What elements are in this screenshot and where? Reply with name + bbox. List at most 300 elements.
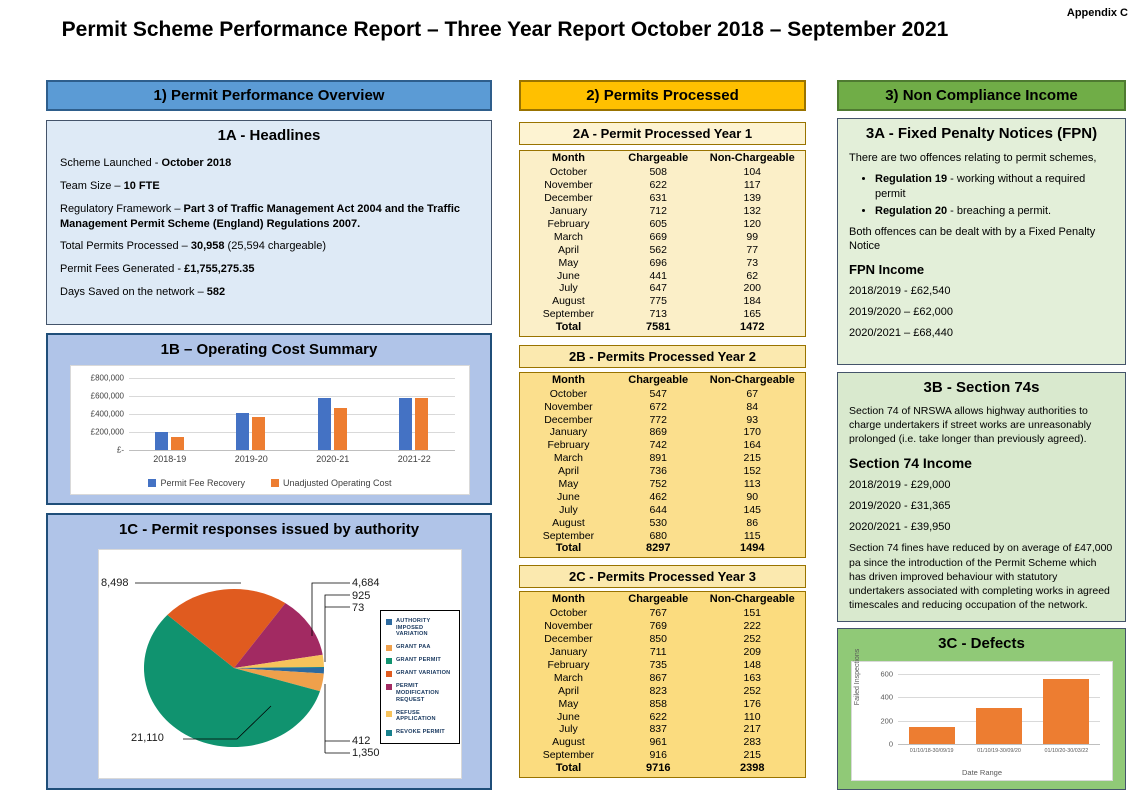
- table-row: [520, 621, 805, 632]
- pie-legend-item: [386, 644, 454, 651]
- table-cell: 84: [746, 400, 759, 413]
- fpn-bullet-reg19: • Regulation 19 - working without a required permit: [875, 172, 1114, 201]
- table-row: [520, 608, 805, 619]
- legend-item: [271, 478, 392, 488]
- table-row: [520, 296, 805, 307]
- pie-legend-label: REFUSE APPLICATION: [396, 709, 436, 723]
- table-cell: 850: [649, 632, 667, 645]
- table-cell: 67: [746, 387, 759, 400]
- pie-legend-swatch: [386, 658, 392, 664]
- table-cell: 916: [649, 749, 667, 762]
- section3-header-label: 3) Non Compliance Income: [885, 87, 1078, 104]
- table-row: [520, 309, 805, 320]
- table-row: [520, 750, 805, 761]
- headline-value: October 2018: [161, 157, 232, 169]
- table-cell: 605: [649, 217, 667, 230]
- table-cell: 752: [649, 478, 667, 491]
- headline-value: £1,755,275.35: [184, 263, 255, 276]
- pie-label-grant-permit: 21,110: [131, 732, 164, 744]
- table-cell: April: [557, 243, 579, 256]
- table-cell: 113: [743, 478, 761, 491]
- year3-band: [519, 565, 806, 588]
- table-cell: 132: [743, 204, 762, 217]
- year1-table: [519, 150, 806, 337]
- table-cell: 735: [649, 658, 667, 671]
- table-cell: May: [558, 478, 579, 491]
- table-row: [520, 193, 805, 204]
- section74-intro: Section 74 of NRSWA allows highway authorities to charge undertakers if street works are unreasonably prolonged (i.e. take longer than previously agreed).: [849, 405, 1092, 446]
- table-cell: Non-Chargeable: [709, 152, 795, 165]
- legend-swatch: [148, 479, 156, 487]
- pie-label-grant-paa: 1,350: [352, 747, 380, 759]
- table-cell: Non-Chargeable: [709, 374, 795, 387]
- table-cell: 742: [649, 439, 667, 452]
- table-cell: January: [549, 645, 588, 658]
- section1-header-label: 1) Permit Performance Overview: [153, 87, 385, 104]
- table-cell: October: [549, 387, 588, 400]
- bar-chart-legend: [71, 478, 469, 488]
- table-cell: 711: [649, 645, 667, 658]
- legend-swatch: [271, 479, 279, 487]
- table-cell: February: [547, 439, 590, 452]
- headlines-panel: [46, 120, 492, 325]
- table-cell: Chargeable: [628, 152, 689, 165]
- y-axis-tick: 400: [880, 692, 893, 702]
- table-cell: December: [544, 632, 593, 645]
- operating-cost-title: 1B – Operating Cost Summary: [160, 341, 378, 358]
- x-axis-tick: 2019-20: [234, 454, 268, 464]
- x-axis-title: Date Range: [961, 768, 1003, 777]
- table-cell: Chargeable: [628, 374, 689, 387]
- y-axis-tick: £400,000: [90, 409, 124, 419]
- table-cell: Month: [551, 374, 585, 387]
- table-cell: April: [557, 465, 579, 478]
- year2-band-label: 2B - Permits Processed Year 2: [569, 349, 756, 364]
- headline-item: [60, 285, 478, 300]
- pie-legend-item: [386, 683, 454, 703]
- legend-label: Permit Fee Recovery: [160, 478, 245, 488]
- table-cell: 99: [746, 230, 759, 243]
- table-cell: June: [557, 490, 580, 503]
- table-cell: 165: [743, 308, 762, 321]
- headline-label: Scheme Launched -: [60, 157, 162, 169]
- fpn-bullet-reg20: • Regulation 20 - breaching a permit.: [875, 204, 1114, 218]
- table-cell: 562: [649, 243, 667, 256]
- table-cell: 104: [743, 165, 762, 178]
- pie-legend-item: [386, 729, 454, 736]
- table-row: [520, 647, 805, 658]
- table-cell: 672: [649, 400, 667, 413]
- table-row: [520, 724, 805, 735]
- table-cell: September: [542, 529, 595, 542]
- year3-table: [519, 591, 806, 778]
- gridline: [898, 674, 1100, 675]
- table-cell: 769: [649, 619, 667, 632]
- table-row: [520, 232, 805, 243]
- pie-legend-label: PERMIT MODIFICATION REQUEST: [396, 683, 440, 703]
- table-row: [520, 712, 805, 723]
- headline-value: 30,958: [190, 240, 225, 253]
- bar-permit-fee-recovery: [318, 398, 331, 450]
- table-cell: August: [552, 295, 585, 308]
- section74-title: 3B - Section 74s: [923, 379, 1040, 396]
- defects-chart: [851, 648, 1113, 781]
- x-axis-tick: 2018-19: [153, 454, 187, 464]
- table-row: [520, 427, 805, 438]
- pie-legend-item: [386, 710, 454, 723]
- gridline: [898, 744, 1100, 745]
- pie-legend-label: GRANT PERMIT: [396, 657, 441, 664]
- x-axis-tick: 01/10/19-30/09/20: [977, 748, 1021, 754]
- pie-legend-swatch: [386, 730, 392, 736]
- table-cell: 8297: [645, 542, 671, 555]
- table-cell: 120: [743, 217, 762, 230]
- fpn-income-2020: 2020/2021 – £68,440: [849, 327, 953, 340]
- pie-label-revoke-permit: 73: [352, 602, 365, 614]
- table-row: [520, 634, 805, 645]
- table-cell: July: [559, 723, 578, 736]
- headline-value: 10 FTE: [123, 179, 160, 192]
- section74-note: Section 74 fines have reduced by on average of £47,000 pa since the introduction of the Permit Scheme which has driven improved behaviour with statutory undertakers associated with completing works in agreed timescales and reducing occupation of the network.: [849, 542, 1113, 612]
- table-cell: 530: [649, 516, 667, 529]
- pie-label-permit-modification: 4,684: [352, 577, 380, 589]
- table-cell: 775: [649, 295, 667, 308]
- x-axis-tick: 01/10/20-30/03/22: [1044, 748, 1089, 754]
- table-cell: September: [542, 749, 595, 762]
- gridline: [129, 396, 455, 397]
- table-header-row: [520, 594, 805, 605]
- table-cell: 622: [649, 710, 667, 723]
- table-row: [520, 686, 805, 697]
- bar-permit-fee-recovery: [399, 398, 412, 450]
- fpn-income-2018: 2018/2019 - £62,540: [849, 284, 951, 297]
- appendix-label: Appendix C: [1066, 7, 1128, 19]
- table-cell: Month: [551, 152, 585, 165]
- operating-cost-panel: [46, 333, 492, 505]
- year1-band-label: 2A - Permit Processed Year 1: [572, 126, 753, 141]
- headline-label: Regulatory Framework –: [60, 202, 184, 215]
- table-cell: Month: [551, 593, 585, 606]
- pie-legend-label: REVOKE PERMIT: [396, 729, 445, 735]
- section74-income-2019: 2019/2020 - £31,365: [849, 499, 951, 512]
- x-axis-tick: 2021-22: [397, 454, 431, 464]
- pie-legend-swatch: [386, 671, 392, 677]
- pie-legend-swatch: [386, 619, 392, 625]
- table-row: [520, 673, 805, 684]
- table-cell: 215: [743, 749, 762, 762]
- table-cell: Chargeable: [628, 593, 689, 606]
- table-cell: 77: [746, 243, 759, 256]
- headline-item: [60, 202, 478, 232]
- gridline: [129, 450, 455, 451]
- table-cell: November: [544, 400, 593, 413]
- table-row: [520, 415, 805, 426]
- table-cell: 1472: [740, 321, 765, 334]
- table-cell: 217: [743, 723, 762, 736]
- table-cell: 151: [743, 606, 762, 619]
- defects-bar: [1043, 679, 1089, 744]
- bar-permit-fee-recovery: [236, 413, 249, 450]
- table-cell: 62: [746, 269, 759, 282]
- table-row: [520, 440, 805, 451]
- section2-header-label: 2) Permits Processed: [586, 87, 739, 104]
- table-row: [520, 466, 805, 477]
- defects-bar: [976, 708, 1022, 744]
- headlines-body: [47, 144, 491, 300]
- x-axis-tick: 01/10/18-30/09/19: [909, 748, 954, 754]
- defects-panel: [837, 628, 1126, 790]
- table-cell: October: [549, 165, 588, 178]
- table-cell: 441: [649, 269, 667, 282]
- fpn-income-title: FPN Income: [849, 261, 925, 277]
- table-cell: 283: [743, 736, 762, 749]
- table-total-row: [520, 322, 805, 333]
- table-cell: 93: [746, 413, 759, 426]
- table-row: [520, 492, 805, 503]
- y-axis-tick: 0: [888, 739, 893, 749]
- table-cell: 86: [746, 516, 759, 529]
- bar-unadjusted-operating-cost: [415, 398, 428, 450]
- year2-band: [519, 345, 806, 368]
- pie-legend-label: GRANT PAA: [396, 644, 431, 651]
- bar-unadjusted-operating-cost: [334, 408, 347, 450]
- table-cell: 858: [649, 697, 667, 710]
- pie-label-grant-variation: 8,498: [101, 577, 129, 589]
- table-cell: 547: [649, 387, 667, 400]
- pie-legend-swatch: [386, 711, 392, 717]
- table-cell: 772: [649, 413, 667, 426]
- pie-legend-label: GRANT VARIATION: [396, 670, 451, 677]
- operating-cost-chart: [70, 365, 470, 495]
- headline-label: Days Saved on the network –: [60, 286, 207, 299]
- table-row: [520, 479, 805, 490]
- table-cell: 215: [743, 452, 762, 465]
- bar-plot-area: [90, 373, 455, 464]
- table-cell: September: [542, 308, 595, 321]
- section74-income-title: Section 74 Income: [849, 454, 972, 471]
- table-cell: Total: [555, 321, 582, 334]
- bar-unadjusted-operating-cost: [252, 417, 265, 450]
- table-cell: 110: [743, 710, 761, 723]
- headline-value: Part 3 of Traffic Management Act 2004 and the Traffic Management Permit Scheme (England) Regulations 2007.: [60, 202, 461, 230]
- table-cell: July: [559, 282, 578, 295]
- table-cell: 7581: [645, 321, 671, 334]
- legend-label: Unadjusted Operating Cost: [282, 478, 392, 488]
- pie-legend-swatch: [386, 684, 392, 690]
- table-cell: 209: [743, 645, 762, 658]
- table-cell: 508: [649, 165, 667, 178]
- y-axis-title: Failed Inspections: [854, 648, 861, 706]
- pie-leader-line: [325, 595, 350, 662]
- fpn-title: 3A - Fixed Penalty Notices (FPN): [865, 125, 1098, 142]
- fpn-income-2019: 2019/2020 – £62,000: [849, 306, 953, 319]
- table-cell: Total: [555, 762, 582, 775]
- table-row: [520, 167, 805, 178]
- section74-income-2018: 2018/2019 - £29,000: [849, 478, 951, 491]
- pie-legend-item: [386, 657, 454, 664]
- table-cell: November: [544, 619, 593, 632]
- table-cell: December: [544, 413, 593, 426]
- y-axis-tick: £-: [116, 445, 124, 455]
- table-row: [520, 389, 805, 400]
- table-cell: 90: [746, 490, 759, 503]
- table-row: [520, 271, 805, 282]
- y-axis-tick: £600,000: [90, 391, 124, 401]
- table-cell: August: [552, 736, 585, 749]
- table-cell: 823: [649, 684, 667, 697]
- fpn-intro: There are two offences relating to permit schemes,: [849, 152, 1097, 164]
- section1-header: [46, 80, 492, 111]
- table-cell: November: [544, 178, 593, 191]
- pie-legend-swatch: [386, 645, 392, 651]
- table-total-row: [520, 763, 805, 774]
- table-cell: 170: [743, 426, 762, 439]
- table-row: [520, 258, 805, 269]
- table-cell: 696: [649, 256, 667, 269]
- headline-item: [60, 179, 478, 194]
- table-cell: 200: [743, 282, 762, 295]
- year2-table: [519, 372, 806, 558]
- year1-band: [519, 122, 806, 145]
- table-cell: 145: [743, 503, 762, 516]
- page-title: Permit Scheme Performance Report – Three Year Report October 2018 – September 2021: [61, 18, 949, 41]
- table-cell: January: [549, 204, 588, 217]
- pie-leader-line: [312, 583, 350, 636]
- table-cell: October: [549, 606, 588, 619]
- table-cell: 148: [743, 658, 762, 671]
- table-row: [520, 245, 805, 256]
- y-axis-tick: £800,000: [90, 373, 124, 383]
- table-cell: 117: [743, 178, 761, 191]
- x-axis-tick: 2020-21: [316, 454, 350, 464]
- table-cell: 163: [743, 671, 762, 684]
- table-row: [520, 660, 805, 671]
- table-row: [520, 518, 805, 529]
- table-cell: 152: [743, 465, 762, 478]
- table-cell: 961: [649, 736, 667, 749]
- table-cell: June: [557, 269, 580, 282]
- table-cell: August: [552, 516, 585, 529]
- table-cell: 252: [743, 632, 762, 645]
- table-cell: 222: [743, 619, 762, 632]
- table-cell: 73: [746, 256, 759, 269]
- table-cell: 622: [649, 178, 667, 191]
- table-cell: March: [553, 452, 584, 465]
- table-row: [520, 453, 805, 464]
- table-cell: 139: [743, 191, 762, 204]
- year3-band-label: 2C - Permits Processed Year 3: [569, 569, 756, 584]
- table-cell: 713: [649, 308, 667, 321]
- headline-item: [60, 239, 478, 254]
- table-row: [520, 505, 805, 516]
- table-cell: 176: [743, 697, 762, 710]
- section74-panel: [837, 372, 1126, 622]
- section74-income-2020: 2020/2021 - £39,950: [849, 521, 951, 534]
- pie-legend-label: AUTHORITY IMPOSED VARIATION: [396, 618, 431, 638]
- y-axis-tick: £200,000: [90, 427, 124, 437]
- y-axis-tick: 600: [880, 669, 893, 679]
- table-cell: 891: [649, 452, 667, 465]
- table-cell: 712: [649, 204, 667, 217]
- table-row: [520, 699, 805, 710]
- gridline: [129, 378, 455, 379]
- pie-label-authority-imposed: 412: [352, 735, 371, 747]
- table-cell: May: [558, 256, 579, 269]
- table-cell: 1494: [740, 542, 765, 555]
- permit-responses-panel: [46, 513, 492, 790]
- table-cell: 115: [743, 529, 761, 542]
- table-cell: 644: [649, 503, 667, 516]
- table-cell: 184: [743, 295, 762, 308]
- table-cell: 869: [649, 426, 667, 439]
- headline-label: Total Permits Processed –: [60, 240, 191, 253]
- headline-value: 582: [206, 286, 226, 299]
- fpn-note: Both offences can be dealt with by a Fixed Penalty Notice: [849, 226, 1096, 253]
- table-cell: 252: [743, 684, 762, 697]
- table-row: [520, 219, 805, 230]
- bar-permit-fee-recovery: [155, 432, 168, 450]
- pie-label-refuse-application: 925: [352, 590, 371, 602]
- pie-legend: [380, 610, 460, 744]
- table-cell: 767: [649, 606, 667, 619]
- table-cell: March: [553, 230, 584, 243]
- table-cell: 9716: [645, 762, 671, 775]
- table-cell: June: [557, 710, 580, 723]
- table-cell: 867: [649, 671, 667, 684]
- table-cell: July: [559, 503, 578, 516]
- table-cell: February: [547, 217, 590, 230]
- headline-label: Permit Fees Generated -: [60, 263, 185, 276]
- headline-suffix: (25,594 chargeable): [224, 240, 327, 253]
- legend-item: [148, 478, 245, 488]
- table-cell: Total: [555, 542, 582, 555]
- table-cell: February: [547, 658, 590, 671]
- table-row: [520, 180, 805, 191]
- headlines-title: 1A - Headlines: [217, 127, 321, 144]
- table-cell: 837: [649, 723, 667, 736]
- table-cell: 631: [649, 191, 667, 204]
- headline-item: [60, 156, 478, 171]
- table-cell: 680: [649, 529, 667, 542]
- section3-header: [837, 80, 1126, 111]
- table-cell: 736: [649, 465, 667, 478]
- table-row: [520, 206, 805, 217]
- permit-responses-chart: [98, 549, 462, 779]
- table-cell: March: [553, 671, 584, 684]
- fpn-panel: [837, 118, 1126, 365]
- headline-label: Team Size –: [60, 179, 124, 192]
- fpn-bullets: [875, 172, 1114, 218]
- table-row: [520, 737, 805, 748]
- defects-title: 3C - Defects: [938, 635, 1025, 652]
- headline-item: [60, 262, 478, 277]
- pie-legend-item: [386, 618, 454, 638]
- section2-header: [519, 80, 806, 111]
- bar-unadjusted-operating-cost: [171, 437, 184, 450]
- table-cell: 164: [743, 439, 762, 452]
- table-cell: May: [558, 697, 579, 710]
- table-header-row: [520, 375, 805, 386]
- y-axis-tick: 200: [880, 716, 893, 726]
- table-cell: January: [549, 426, 588, 439]
- table-cell: 462: [649, 490, 667, 503]
- table-header-row: [520, 153, 805, 164]
- table-cell: December: [544, 191, 593, 204]
- pie-legend-item: [386, 670, 454, 677]
- table-row: [520, 531, 805, 542]
- table-cell: Non-Chargeable: [709, 593, 795, 606]
- permit-responses-title: 1C - Permit responses issued by authority: [118, 521, 420, 538]
